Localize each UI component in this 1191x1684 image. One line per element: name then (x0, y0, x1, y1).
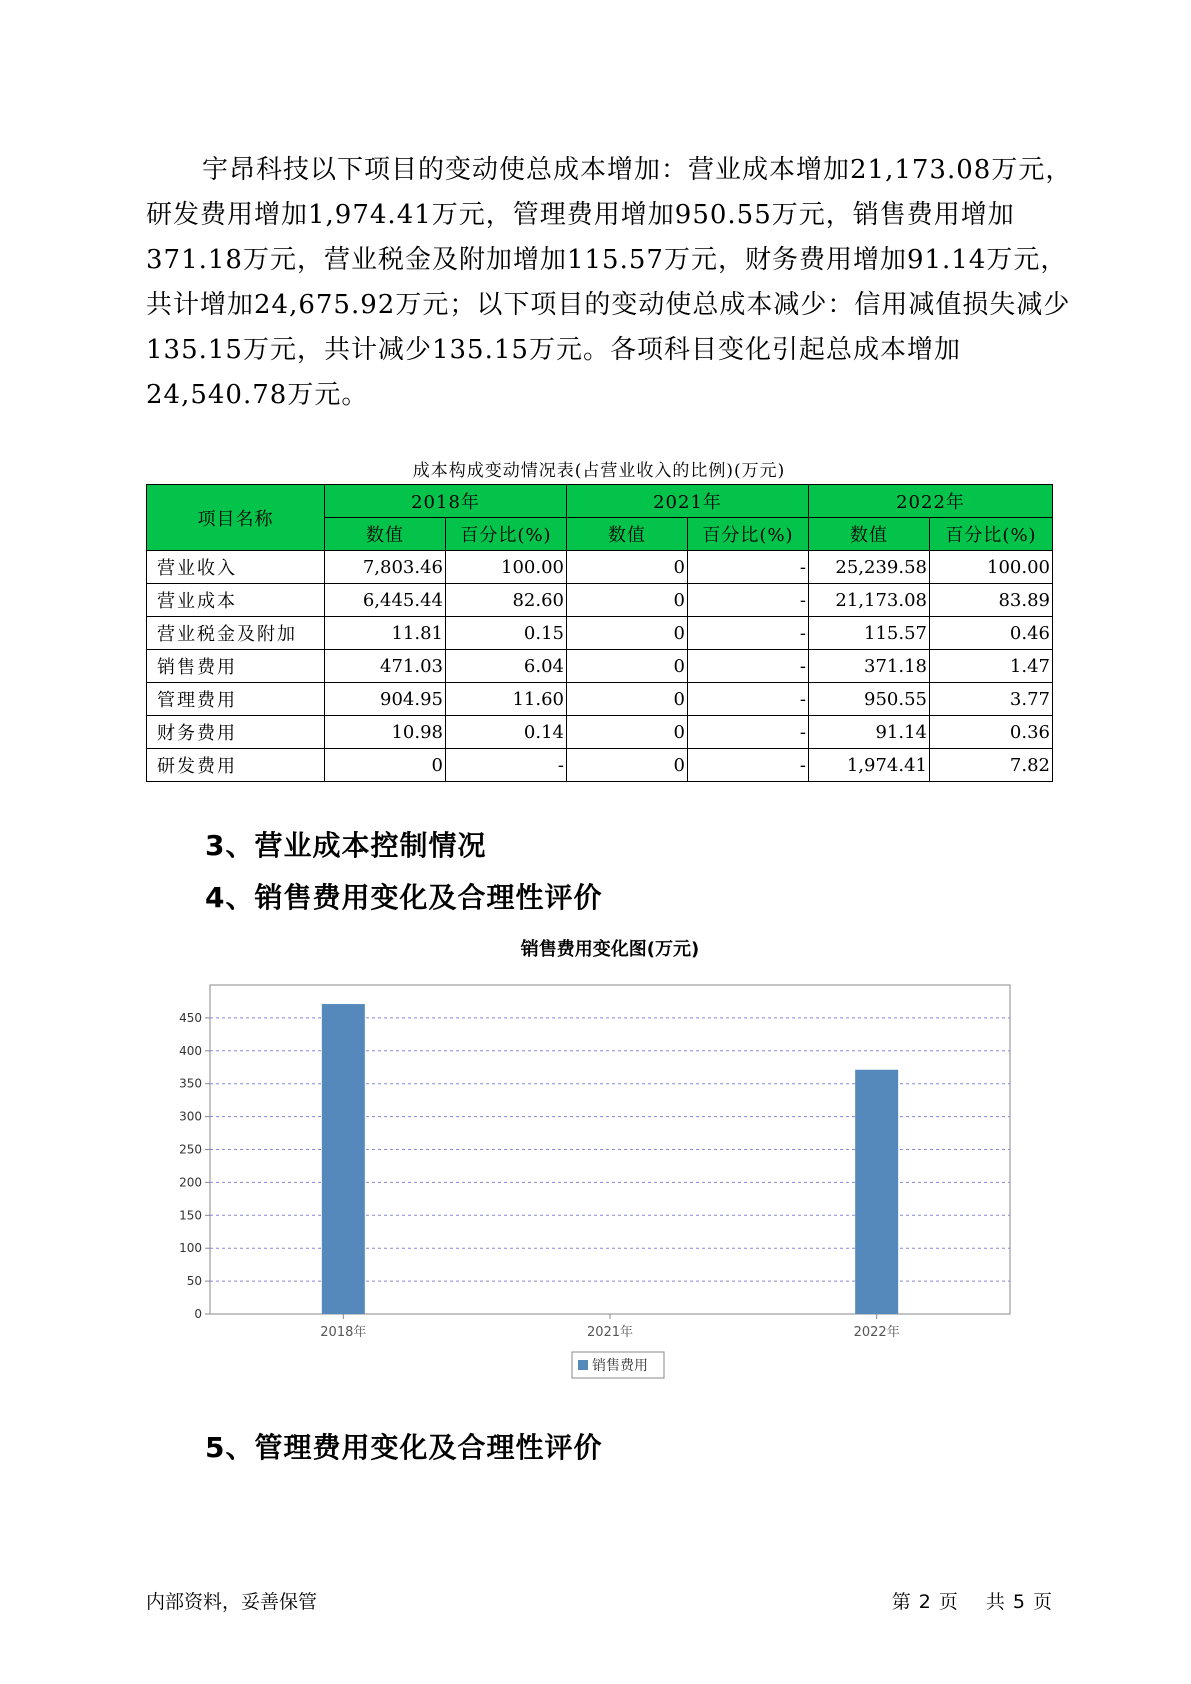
subheader-value: 数值 (809, 518, 930, 551)
table-row (147, 749, 1053, 782)
cell-value: 471.03 (325, 650, 446, 683)
x-tick-label: 2021年 (586, 1325, 634, 1340)
cell-value: 0 (567, 683, 688, 716)
cell-percent: - (688, 716, 809, 749)
sales-expense-bar-chart (146, 930, 1052, 1400)
table-row (147, 716, 1053, 749)
cell-percent: 0.36 (930, 716, 1053, 749)
cell-value: 11.81 (325, 617, 446, 650)
cell-value: 7,803.46 (325, 551, 446, 584)
cell-value: 0 (567, 551, 688, 584)
table-row (147, 683, 1053, 716)
cell-percent: 7.82 (930, 749, 1053, 782)
x-tick-label: 2018年 (320, 1325, 367, 1340)
cell-value: 91.14 (809, 716, 930, 749)
cell-percent: 0.14 (446, 716, 567, 749)
cell-value: 0 (567, 650, 688, 683)
cell-percent: 100.00 (930, 551, 1053, 584)
total-pages: 5 (1012, 1591, 1025, 1613)
y-tick-label: 450 (179, 1010, 202, 1025)
cell-percent: - (688, 617, 809, 650)
cell-value: 1,974.41 (809, 749, 930, 782)
chart-title: 销售费用变化图(万元) (520, 939, 700, 960)
cell-value: 0 (567, 617, 688, 650)
heading-4: 4、销售费用变化及合理性评价 (205, 881, 603, 914)
cell-percent: - (688, 584, 809, 617)
row-item-name: 管理费用 (147, 683, 325, 716)
cell-percent: - (688, 650, 809, 683)
table-row (147, 551, 1053, 584)
y-tick-label: 250 (179, 1142, 202, 1157)
row-item-name: 营业收入 (147, 551, 325, 584)
cell-value: 0 (567, 584, 688, 617)
total-prefix: 共 (985, 1591, 1005, 1613)
cell-percent: 11.60 (446, 683, 567, 716)
legend-swatch (578, 1360, 588, 1370)
cell-value: 6,445.44 (325, 584, 446, 617)
header-year-2022: 2022年 (809, 485, 1053, 518)
bar-1 (322, 1004, 365, 1314)
total-suffix: 页 (1032, 1591, 1052, 1613)
bar-3 (855, 1070, 898, 1314)
summary-text: 宇昂科技以下项目的变动使总成本增加：营业成本增加21,173.08万元，研发费用增加1,974.41万元，管理费用增加950.55万元，销售费用增加371.18万元，营业税金及附加增加115.57万元，财务费用增加91.14万元，共计增加24,675.92万元；以下项目的变动使总成本减少：信用减值损失减少135.15万元，共计减少135.15万元。各项科目变化引起总成本增加24,540.78万元。 (146, 155, 1073, 410)
y-tick-label: 50 (186, 1274, 202, 1289)
cell-percent: 3.77 (930, 683, 1053, 716)
cell-value: 904.95 (325, 683, 446, 716)
page-prefix: 第 (891, 1591, 911, 1613)
cell-value: 0 (325, 749, 446, 782)
x-tick-label: 2022年 (853, 1325, 900, 1340)
y-tick-label: 100 (179, 1241, 202, 1256)
table-row (147, 617, 1053, 650)
cell-value: 115.57 (809, 617, 930, 650)
row-item-name: 财务费用 (147, 716, 325, 749)
footer-page-indicator (884, 1587, 1052, 1614)
legend-label: 销售费用 (592, 1358, 648, 1374)
row-item-name: 研发费用 (147, 749, 325, 782)
cost-structure-table (146, 484, 1053, 782)
table-header-row (147, 485, 1053, 518)
cell-percent: 0.15 (446, 617, 567, 650)
cell-value: 0 (567, 716, 688, 749)
cell-value: 10.98 (325, 716, 446, 749)
cell-percent: 1.47 (930, 650, 1053, 683)
summary-paragraph (146, 148, 1076, 418)
page-mid: 页 (938, 1591, 958, 1613)
subheader-percent: 百分比(%) (688, 518, 809, 551)
header-year-2021: 2021年 (567, 485, 809, 518)
cell-value: 371.18 (809, 650, 930, 683)
y-tick-label: 400 (179, 1043, 202, 1058)
table-row (147, 584, 1053, 617)
header-item-name: 项目名称 (147, 485, 325, 551)
row-item-name: 营业成本 (147, 584, 325, 617)
cell-percent: - (688, 749, 809, 782)
footer-confidential-note: 内部资料，妥善保管 (146, 1591, 318, 1613)
row-item-name: 营业税金及附加 (147, 617, 325, 650)
cell-value: 0 (567, 749, 688, 782)
cell-percent: 6.04 (446, 650, 567, 683)
table-caption: 成本构成变动情况表(占营业收入的比例)(万元) (412, 461, 786, 481)
header-year-2018: 2018年 (325, 485, 567, 518)
cell-value: 25,239.58 (809, 551, 930, 584)
y-tick-label: 0 (194, 1307, 202, 1321)
heading-3: 3、营业成本控制情况 (205, 829, 487, 862)
subheader-percent: 百分比(%) (930, 518, 1053, 551)
cell-value: 950.55 (809, 683, 930, 716)
subheader-value: 数值 (325, 518, 446, 551)
y-tick-label: 300 (179, 1109, 202, 1124)
y-tick-label: 200 (179, 1175, 202, 1190)
page-number: 2 (918, 1591, 931, 1613)
subheader-percent: 百分比(%) (446, 518, 567, 551)
heading-5: 5、管理费用变化及合理性评价 (205, 1431, 603, 1464)
cell-percent: - (688, 683, 809, 716)
cell-percent: - (688, 551, 809, 584)
cell-percent: 100.00 (446, 551, 567, 584)
table-row (147, 650, 1053, 683)
row-item-name: 销售费用 (147, 650, 325, 683)
y-tick-label: 150 (179, 1208, 202, 1223)
subheader-value: 数值 (567, 518, 688, 551)
y-tick-label: 350 (179, 1076, 202, 1091)
cell-percent: 82.60 (446, 584, 567, 617)
cell-percent: 83.89 (930, 584, 1053, 617)
cell-value: 21,173.08 (809, 584, 930, 617)
cell-percent: - (446, 749, 567, 782)
cell-percent: 0.46 (930, 617, 1053, 650)
